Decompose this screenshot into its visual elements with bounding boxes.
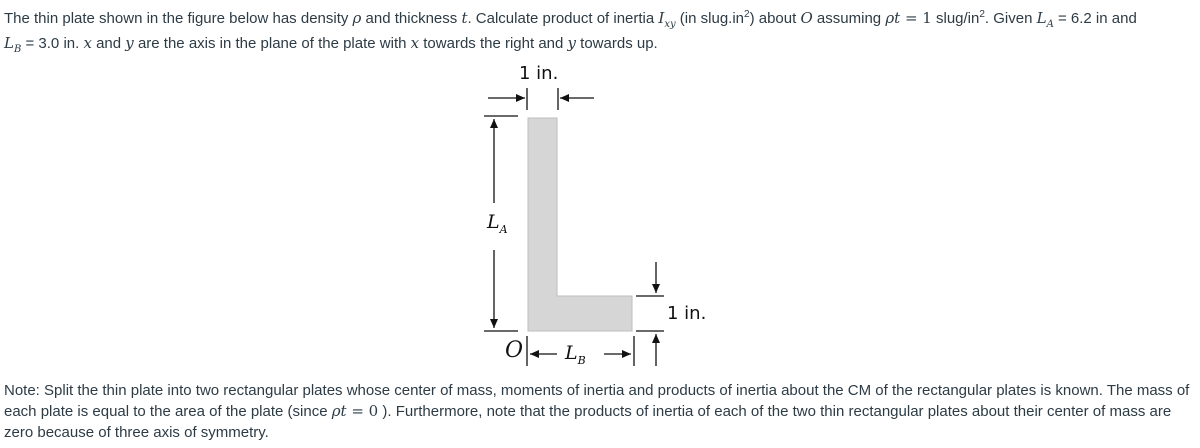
la-value: = 6.2 in and <box>1053 10 1137 27</box>
problem-statement <box>4 6 1194 56</box>
problem-text: The thin plate shown in the figure below has density <box>4 10 353 27</box>
la-dim-label: $L_A$ <box>487 211 508 236</box>
problem-text: . Calculate product of inertia <box>467 10 659 27</box>
lb-value: = 3.0 in. <box>21 35 84 52</box>
note-paragraph <box>4 380 1196 443</box>
thickness-symbol: t <box>461 9 468 27</box>
problem-text: towards up. <box>576 35 658 52</box>
right-dim-label: 1 in. <box>667 303 707 324</box>
superscript-2: 2 <box>979 9 985 20</box>
ixy-symbol: $I_{xy}$ <box>658 9 676 30</box>
note-text: ). Furthermore, note that the products of inertia of each of the two thin rectangular plates about their center of mass are zero because of three axis of symmetry. <box>4 403 1172 441</box>
problem-text: are the axis in the plane of the plate with <box>133 35 411 52</box>
equals-one: = 1 <box>900 9 932 27</box>
problem-text: and <box>91 35 126 52</box>
top-dim-label: 1 in. <box>519 63 559 84</box>
problem-text: slug/in <box>931 10 980 27</box>
problem-text: (in slug.in <box>675 10 745 27</box>
problem-text: . Given <box>984 10 1037 27</box>
y-axis-symbol: y <box>125 34 134 52</box>
origin-symbol: O <box>800 9 813 27</box>
rho-symbol: ρ <box>352 9 362 27</box>
x-axis-symbol: x <box>410 34 420 52</box>
problem-text: towards the right and <box>419 35 568 52</box>
equals-zero: = 0 <box>346 402 379 420</box>
l-shaped-plate <box>528 118 632 331</box>
problem-text: ) about <box>749 10 801 27</box>
problem-text: assuming <box>812 10 886 27</box>
rho-t-symbol: ρt <box>331 402 347 420</box>
origin-label: O <box>505 338 524 363</box>
y-axis-symbol: y <box>567 34 576 52</box>
rho-t-symbol: ρt <box>885 9 901 27</box>
lb-dim-label: $L_B$ <box>565 342 586 367</box>
note-text: Note: Split the thin plate into two rectangular plates whose center of mass, moments of inertia and products of inertia about the CM of the rectangular plates is known. The mass of each plate is equal to the area of the plate (since <box>4 382 1190 420</box>
x-axis-symbol: x <box>83 34 92 52</box>
superscript-2: 2 <box>744 9 750 20</box>
problem-text: and thickness <box>361 10 462 27</box>
la-symbol: $L_A$ <box>1036 9 1054 30</box>
lb-symbol: $L_B$ <box>4 34 22 55</box>
